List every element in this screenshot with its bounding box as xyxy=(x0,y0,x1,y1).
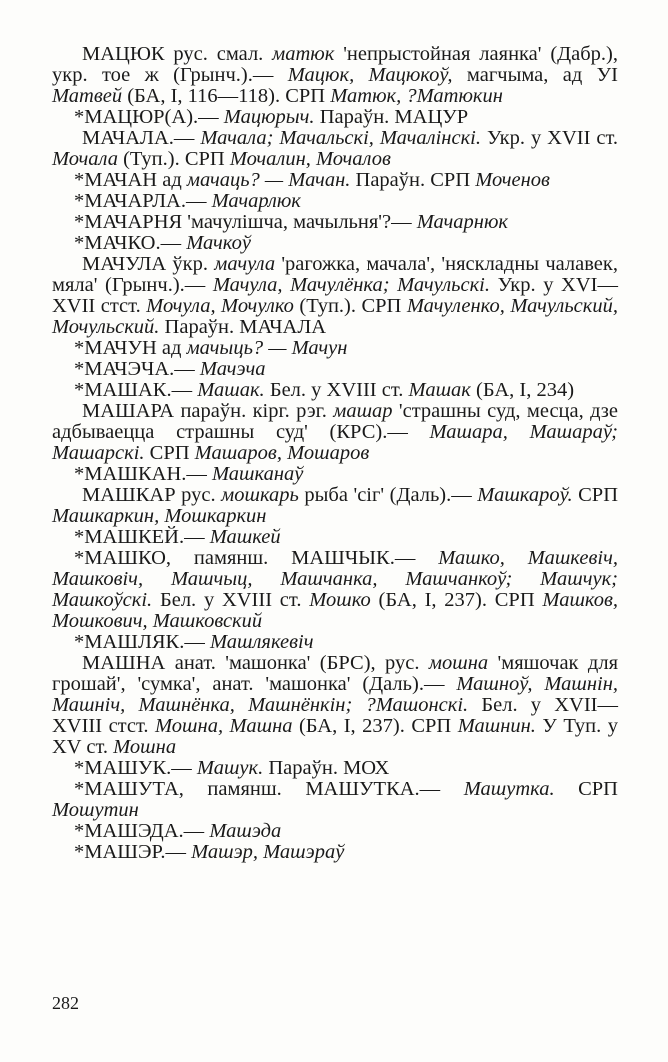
italic-form: мачула xyxy=(214,253,276,275)
dictionary-entry xyxy=(52,170,618,191)
dictionary-entry xyxy=(52,233,618,254)
dictionary-entry xyxy=(52,758,618,779)
entry-text: *МАШКЕЙ.— xyxy=(74,526,210,548)
italic-form: мошкарь xyxy=(221,484,299,506)
entry-text: МАЧУЛА ўкр. xyxy=(82,253,215,275)
italic-form: Мачарнюк xyxy=(416,211,508,233)
italic-form: Мошко xyxy=(309,589,371,611)
italic-form: Машнин. xyxy=(457,715,536,737)
italic-form: Мачула, Мачулёнка; Мачульскі. xyxy=(212,274,491,296)
italic-form: Мачарлюк xyxy=(211,190,301,212)
entry-text: Укр. у XVII ст. xyxy=(481,127,624,149)
italic-form: мошна xyxy=(428,652,489,674)
entry-text: *МАЧАН ад xyxy=(74,169,187,191)
dictionary-entry xyxy=(52,400,624,464)
entry-text: (БА, І, 237). СРП xyxy=(370,589,543,611)
entry-text: *МАШКАН.— xyxy=(74,463,212,485)
entry-text: Бел. у XVIII ст. xyxy=(152,589,310,611)
italic-form: Мачэча xyxy=(199,358,266,380)
dictionary-entry xyxy=(52,632,618,653)
dictionary-entry xyxy=(52,547,624,632)
entry-text: (Туп.). СРП xyxy=(117,148,230,170)
dictionary-entry xyxy=(52,464,618,485)
italic-form: Машэда xyxy=(209,820,282,842)
italic-form: Машкаркин, Мошкаркин xyxy=(52,505,267,527)
entry-text: 'рагожка, мачала', 'няскладны чалавек, мяла' (Грынч.).— xyxy=(52,253,624,296)
italic-form: Машноў, Машнін, Машніч, Машнёнка, Машнёнкін; ?Машонскі. xyxy=(52,673,624,716)
entry-text: *МАЦЮР(А).— xyxy=(74,106,224,128)
entry-text: *МАШУК.— xyxy=(74,757,197,779)
italic-form: Мочалин, Мочалов xyxy=(229,148,391,170)
italic-form: мачыць? — Мачун xyxy=(186,337,348,359)
entry-text: 'мяшочак для грошай', 'сумка', анат. 'машонка' (Даль).— xyxy=(52,652,624,695)
italic-form: Машков, Мошкович, Машковский xyxy=(52,589,624,632)
italic-form: Матюк, ?Матюкин xyxy=(330,85,503,107)
italic-form: Машаров, Мошаров xyxy=(194,442,370,464)
italic-form: Машлякевіч xyxy=(209,631,314,653)
entry-text: *МАШКО, памянш. МАШЧЫК.— xyxy=(74,547,439,569)
dictionary-entry xyxy=(52,527,618,548)
entry-text: У Туп. у XV ст. xyxy=(52,715,624,758)
entry-text: Параўн. МАЧАЛА xyxy=(159,316,327,338)
italic-form: Мацюрыч. xyxy=(223,106,315,128)
italic-form: Моченов xyxy=(475,169,550,191)
entry-text: *МАШЭДА.— xyxy=(74,820,210,842)
entry-text: Укр. у XVI—XVII стст. xyxy=(52,274,618,317)
italic-form: Мачуленко, Мачульский, Мочульский. xyxy=(52,295,624,338)
entry-text: Бел. у XVIII ст. xyxy=(264,379,409,401)
entries-column xyxy=(52,43,624,863)
entry-text: МАЧАЛА.— xyxy=(82,127,201,149)
entry-text: МАЦЮК рус. смал. xyxy=(82,43,273,65)
italic-form: Машак xyxy=(408,379,471,401)
page-number: 282 xyxy=(52,993,79,1013)
entry-text: МАШКАР рус. xyxy=(82,484,222,506)
dictionary-entry xyxy=(52,107,618,128)
entry-text: *МАШЭР.— xyxy=(74,841,192,863)
italic-form: Машутка. xyxy=(463,778,555,800)
dictionary-entry xyxy=(52,253,624,338)
entry-text: *МАЧУН ад xyxy=(74,337,187,359)
entry-text: *МАЧАРЛА.— xyxy=(74,190,212,212)
italic-form: Машканаў xyxy=(212,463,304,485)
italic-form: Машук. xyxy=(196,757,264,779)
entry-text: *МАШЛЯК.— xyxy=(74,631,210,653)
entry-text: Бел. у XVII—XVIII стст. xyxy=(52,694,618,737)
italic-form: Мацюк, Мацюкоў, xyxy=(287,64,453,86)
italic-form: Мачала; Мачальскі, Мачалінскі. xyxy=(200,127,481,149)
entry-text: Параўн. МОХ xyxy=(263,757,390,779)
entry-text: *МАШАК.— xyxy=(74,379,198,401)
entry-text: Параўн. МАЦУР xyxy=(314,106,469,128)
italic-form: Машкей xyxy=(209,526,281,548)
dictionary-entry xyxy=(52,43,624,107)
italic-form: машар xyxy=(333,400,393,422)
entry-text: *МАШУТА, памянш. МАШУТКА.— xyxy=(74,778,464,800)
italic-form: Машак. xyxy=(197,379,265,401)
dictionary-entry xyxy=(52,212,618,233)
italic-form: матюк xyxy=(272,43,335,65)
dictionary-entry xyxy=(52,191,618,212)
entry-text: магчыма, ад УІ xyxy=(452,64,624,86)
entry-text: МАШНА анат. 'машонка' (БРС), рус. xyxy=(82,652,429,674)
italic-form: Мошутин xyxy=(52,799,139,821)
dictionary-entry xyxy=(52,359,618,380)
italic-form: Мачкоў xyxy=(186,232,251,254)
entry-text: *МАЧЭЧА.— xyxy=(74,358,200,380)
entry-text: Параўн. СРП xyxy=(350,169,476,191)
italic-form: Мошна xyxy=(113,736,177,758)
dictionary-entry xyxy=(52,338,618,359)
italic-form: Машкароў. xyxy=(477,484,573,506)
entry-text: (БА, І, 116—118). СРП xyxy=(122,85,331,107)
entry-text: СРП xyxy=(554,778,624,800)
dictionary-entry xyxy=(52,778,624,821)
dictionary-entry xyxy=(52,652,624,758)
entry-text: (Туп.). СРП xyxy=(293,295,407,317)
entry-text: (БА, І, 234) xyxy=(470,379,575,401)
entry-text: СРП xyxy=(572,484,624,506)
entry-text: МАШАРА параўн. кірг. рэг. xyxy=(82,400,334,422)
entry-text: (БА, І, 237). СРП xyxy=(292,715,458,737)
dictionary-entry xyxy=(52,484,624,527)
entry-text: *МАЧКО.— xyxy=(74,232,187,254)
dictionary-entry xyxy=(52,842,618,863)
entry-text: *МАЧАРНЯ 'мачулішча, мачыльня'?— xyxy=(74,211,417,233)
italic-form: Машко, Машкевіч, Машковіч, Машчыц, Машчанка, Машчанкоў; Машчук; Машкоўскі. xyxy=(52,547,624,611)
dictionary-entry xyxy=(52,380,618,401)
italic-form: Мочала xyxy=(52,148,118,170)
dictionary-entry xyxy=(52,821,618,842)
italic-form: Машэр, Машэраў xyxy=(191,841,345,863)
entry-text: 'непрыстойная лаянка' (Дабр.), укр. тое ж (Грынч.).— xyxy=(52,43,624,86)
entry-text: рыба 'сіг' (Даль).— xyxy=(298,484,478,506)
italic-form: Мошна, Машна xyxy=(155,715,293,737)
entry-text: СРП xyxy=(144,442,195,464)
italic-form: мачаць? — Мачан. xyxy=(186,169,351,191)
italic-form: Машара, Машараў; Машарскі. xyxy=(52,421,624,464)
italic-form: Матвей xyxy=(52,85,123,107)
italic-form: Мочула, Мочулко xyxy=(146,295,294,317)
entry-text: 'страшны суд, месца, дзе адбываецца страшны суд' (КРС).— xyxy=(52,400,624,443)
dictionary-entry xyxy=(52,127,624,170)
